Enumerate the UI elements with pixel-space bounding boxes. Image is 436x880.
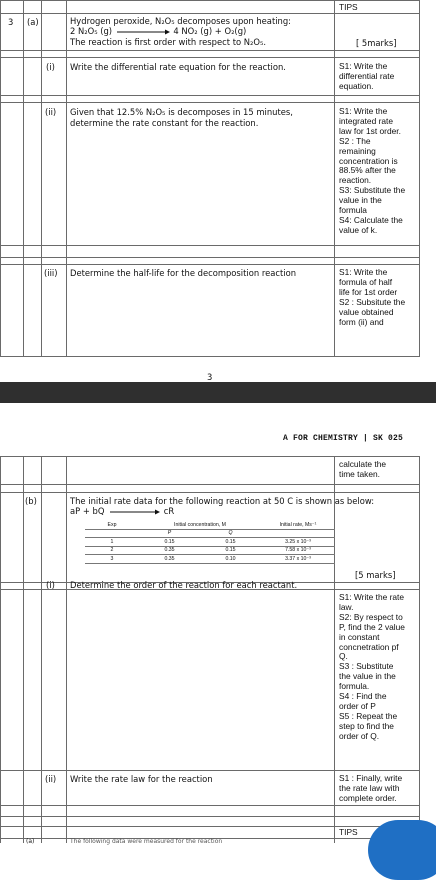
part-i-tip: S1: Write the differential rate equation.: [339, 61, 395, 91]
part-ii-tips: S1: Write the integrated rate law for 1st order. S2 : The remaining concentration is 88.5% after the reaction. S3: Substitute the value in the formula S4: Calculate the value of k.: [339, 106, 406, 235]
cut-part-letter: (a): [26, 838, 35, 845]
part-b-i-question: Determine the order of the reaction for each reactant.: [70, 580, 298, 590]
rate-data-table: Exp Initial concentration, M Initial rate, Ms⁻¹ P Q 1 0.15 0.15 3.25 x 10⁻³ 2 0.35 0.15 7.58 x 10⁻³ 3 0.35 0.10 3.37 x 10⁻³: [85, 521, 335, 564]
page-number: 3: [207, 372, 213, 382]
reaction-equation-b: aP + bQ cR: [70, 506, 175, 516]
part-b-ii-question: Write the rate law for the reaction: [70, 774, 213, 784]
running-header: A FOR CHEMISTRY | SK 025: [283, 434, 404, 443]
part-i-number: (i): [46, 62, 55, 72]
part-b-ii-tips: S1 : Finally, write the rate law with complete order.: [339, 773, 403, 803]
cut-question-text: The following data were measured for the reaction: [70, 838, 223, 845]
part-b-i-tips: S1: Write the rate law. S2: By respect to P, find the 2 value in constant concnetration pf Q. S3 : Substitute the value in the formula. S4 : Find the order of P S5 : Repeat the step to find the order of Q.: [339, 592, 405, 741]
table-row: 1 0.15 0.15 3.25 x 10⁻³: [85, 538, 335, 547]
tips-header-2: TIPS: [339, 827, 358, 837]
question-number: 3: [8, 17, 14, 27]
part-b-ii-number: (ii): [45, 774, 57, 784]
part-ii-number: (ii): [45, 107, 57, 117]
question-part-a: (a): [27, 17, 39, 27]
marks-label-b: [5 marks]: [355, 570, 396, 580]
floating-action-button[interactable]: [368, 820, 436, 880]
part-iii-number: (iii): [44, 268, 58, 278]
continued-tip: calculate the time taken.: [339, 459, 387, 479]
part-ii-question: Given that 12.5% N₂O₅ is decomposes in 15 minutes, determine the rate constant for the reaction.: [70, 107, 293, 128]
table-row: 2 0.35 0.15 7.58 x 10⁻³: [85, 546, 335, 555]
part-iii-tips: S1: Write the formula of half life for 1st order S2 : Subsitute the value obtained form (ii) and: [339, 267, 406, 327]
question-part-b: (b): [25, 496, 37, 506]
part-i-question: Write the differential rate equation for the reaction.: [70, 62, 286, 72]
part-iii-question: Determine the half-life for the decomposition reaction: [70, 268, 297, 278]
table-row: 3 0.35 0.10 3.37 x 10⁻³: [85, 555, 335, 564]
reaction-arrow-icon: [115, 28, 171, 36]
part-b-i-number: (i): [46, 580, 55, 590]
tips-header: TIPS: [339, 2, 358, 12]
reaction-arrow-icon: [107, 508, 161, 516]
page-separator: [0, 382, 436, 403]
marks-label: [ 5marks]: [356, 38, 397, 48]
reaction-equation: 2 N₂O₅ (g) 4 NO₂ (g) + O₂(g): [70, 26, 247, 36]
